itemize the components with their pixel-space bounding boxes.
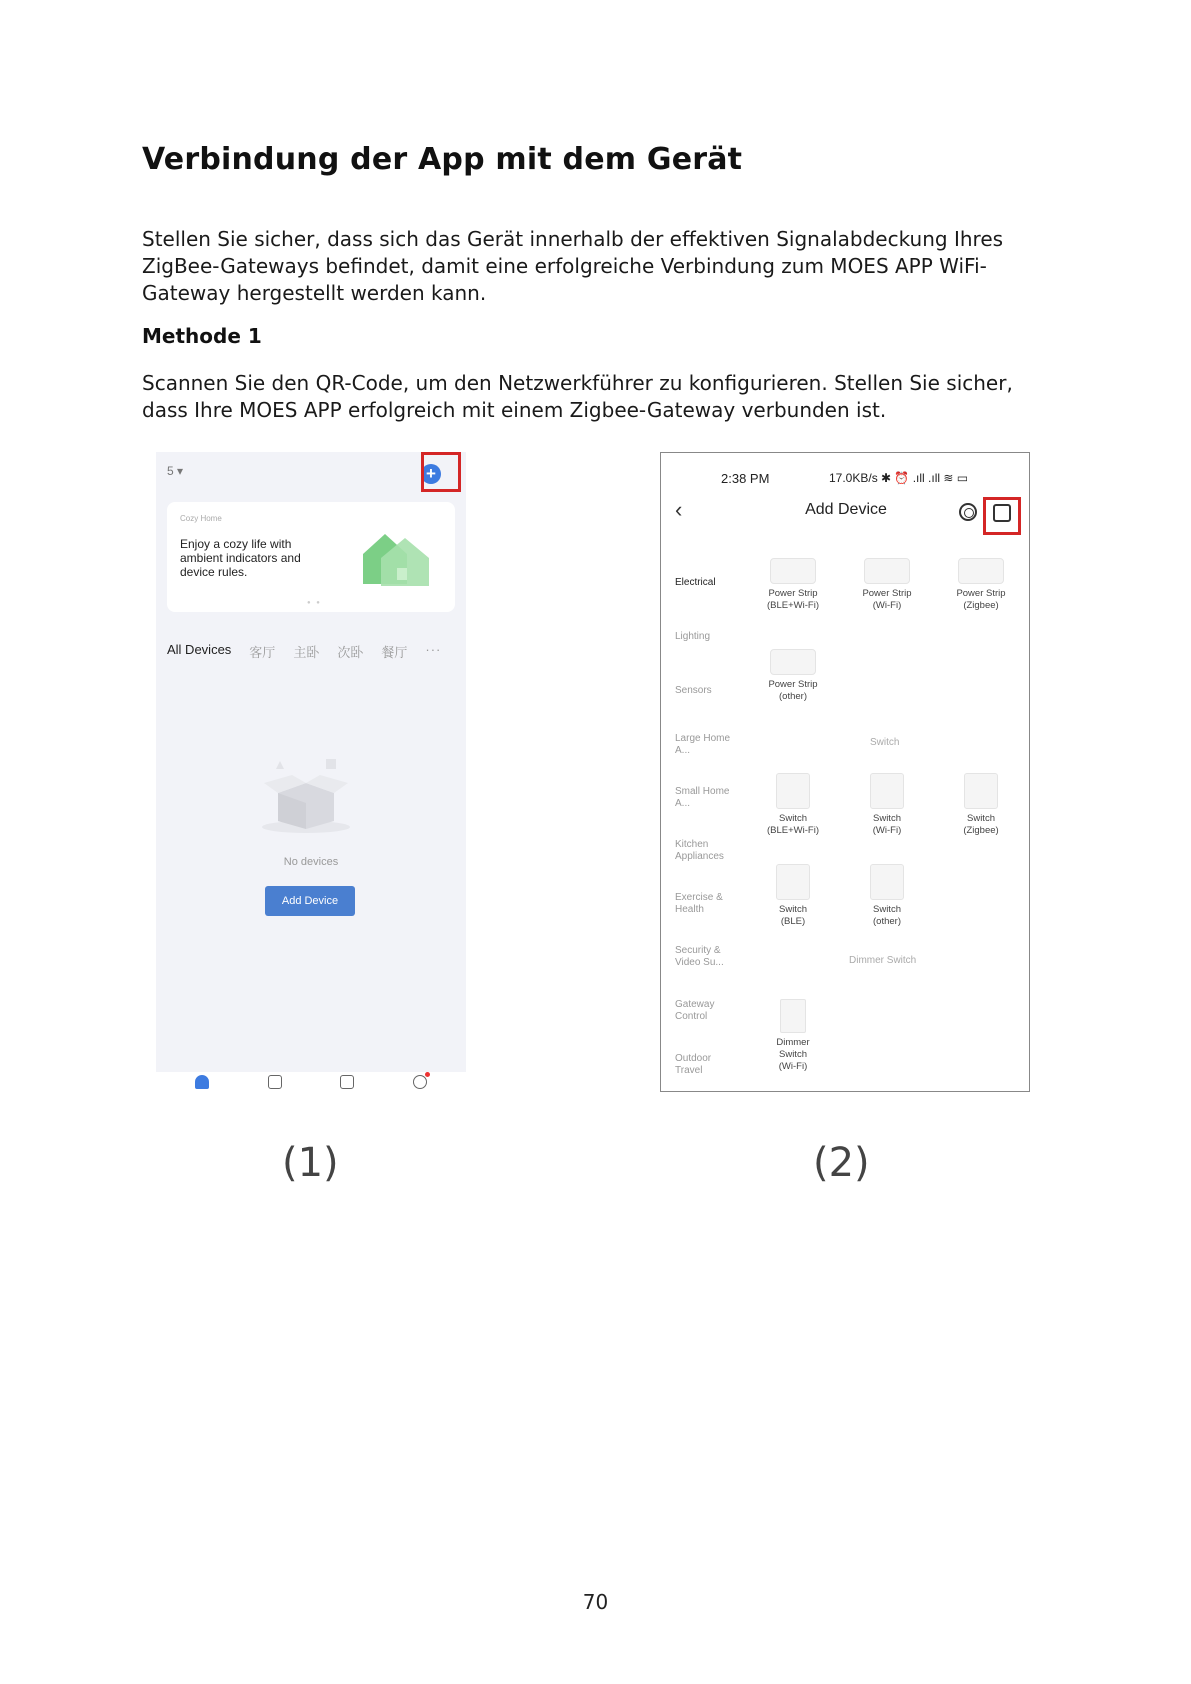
- category-outdoor[interactable]: Outdoor Travel: [675, 1053, 712, 1076]
- switch-icon: [964, 773, 998, 809]
- intro-paragraph: Stellen Sie sicher, dass sich das Gerät innerhalb der effektiven Signalabdeckung Ihres ZigBee-Gateways befindet, damit eine erfolgreiche Verbindung zum MOES APP WiFi-Gateway hergestellt werden kann.: [142, 227, 1004, 305]
- category-lighting[interactable]: Lighting: [675, 631, 711, 642]
- home-nav-icon[interactable]: [195, 1075, 209, 1089]
- category-gateway[interactable]: Gateway Control: [675, 999, 715, 1022]
- home-selector[interactable]: 5 ▾: [167, 464, 184, 478]
- screenshot-add-device: [660, 452, 1030, 1092]
- device-switch-ble-wifi[interactable]: [748, 773, 838, 837]
- house-icon: [363, 528, 429, 588]
- card-caption: Cozy Home: [180, 514, 222, 523]
- category-exercise[interactable]: Exercise & Health: [675, 892, 723, 915]
- switch-icon: [776, 773, 810, 809]
- add-device-button[interactable]: Add Device: [265, 886, 355, 916]
- device-switch-other[interactable]: [842, 864, 932, 928]
- device-label: Switch (Zigbee): [963, 813, 999, 836]
- section-dimmer-switch: Dimmer Switch: [849, 955, 917, 966]
- add-icon[interactable]: +: [421, 464, 441, 484]
- bottom-nav: [156, 1072, 466, 1092]
- category-electrical[interactable]: Electrical: [675, 577, 716, 588]
- tab-all-devices[interactable]: All Devices: [167, 642, 232, 657]
- section-switch: Switch: [870, 737, 900, 748]
- tab-room-3[interactable]: 次卧: [337, 645, 364, 660]
- carousel-dots: ● ●: [307, 600, 322, 606]
- device-label: Power Strip (other): [768, 679, 818, 702]
- caption-1: (1): [282, 1140, 339, 1186]
- dimmer-switch-icon: [780, 999, 806, 1033]
- scene-nav-icon[interactable]: [268, 1075, 282, 1089]
- switch-icon: [870, 773, 904, 809]
- category-kitchen[interactable]: Kitchen Appliances: [675, 839, 724, 862]
- method-paragraph: Scannen Sie den QR-Code, um den Netzwerkführer zu konfigurieren. Stellen Sie sicher, dass Ihre MOES APP erfolgreich mit einem Zigbee-Gateway verbunden ist.: [142, 371, 1013, 422]
- status-time: 2:38 PM: [721, 471, 770, 486]
- switch-icon: [776, 864, 810, 900]
- no-devices-label: No devices: [283, 856, 339, 868]
- power-strip-icon: [958, 558, 1004, 584]
- device-label: Switch (Wi-Fi): [872, 813, 902, 836]
- method-title: Methode 1: [142, 324, 262, 348]
- tab-room-2[interactable]: 主卧: [293, 645, 320, 660]
- smart-nav-icon[interactable]: [340, 1075, 354, 1089]
- tab-room-1[interactable]: 客厅: [249, 645, 276, 660]
- more-icon[interactable]: ···: [425, 642, 442, 657]
- category-large-home[interactable]: Large Home A...: [675, 733, 731, 756]
- device-label: Switch (other): [873, 904, 901, 927]
- power-strip-icon: [864, 558, 910, 584]
- profile-nav-icon[interactable]: [413, 1075, 427, 1089]
- category-small-home[interactable]: Small Home A...: [675, 786, 730, 809]
- page-number: 70: [582, 1590, 609, 1614]
- screenshot-home: [156, 452, 466, 1092]
- device-label: Power Strip (Wi-Fi): [862, 588, 912, 611]
- device-power-strip-wifi[interactable]: [842, 558, 932, 612]
- device-power-strip-other[interactable]: [748, 649, 838, 703]
- power-strip-icon: [770, 649, 816, 675]
- page-heading: Verbindung der App mit dem Gerät: [142, 142, 743, 177]
- back-icon[interactable]: ‹: [675, 497, 683, 522]
- category-security[interactable]: Security & Video Su...: [675, 945, 724, 968]
- empty-box-icon: [256, 757, 356, 837]
- status-icons: 17.0KB/s ✱ ⏰ .ıll .ıll ≋ ▭: [829, 471, 969, 485]
- highlight-box-scan: [983, 497, 1021, 535]
- device-label: Power Strip (Zigbee): [956, 588, 1006, 611]
- device-power-strip-ble-wifi[interactable]: [748, 558, 838, 612]
- card-text: Enjoy a cozy life with ambient indicators and device rules.: [180, 537, 301, 579]
- device-dimmer-switch-wifi[interactable]: [748, 999, 838, 1073]
- promo-card[interactable]: [167, 502, 455, 612]
- auto-scan-icon[interactable]: [959, 503, 977, 521]
- switch-icon: [870, 864, 904, 900]
- device-label: Power Strip (BLE+Wi-Fi): [767, 588, 819, 611]
- device-switch-ble[interactable]: [748, 864, 838, 928]
- device-power-strip-zigbee[interactable]: [936, 558, 1026, 612]
- device-switch-wifi[interactable]: [842, 773, 932, 837]
- power-strip-icon: [770, 558, 816, 584]
- device-label: Switch (BLE+Wi-Fi): [767, 813, 819, 836]
- tab-room-4[interactable]: 餐厅: [381, 645, 408, 660]
- device-label: Dimmer Switch (Wi-Fi): [776, 1037, 810, 1072]
- device-switch-zigbee[interactable]: [936, 773, 1026, 837]
- highlight-box-add: [421, 452, 461, 492]
- add-device-title: Add Device: [805, 501, 887, 518]
- room-tabs: [167, 642, 457, 661]
- category-sensors[interactable]: Sensors: [675, 685, 712, 696]
- device-label: Switch (BLE): [779, 904, 807, 927]
- caption-2: (2): [813, 1140, 870, 1186]
